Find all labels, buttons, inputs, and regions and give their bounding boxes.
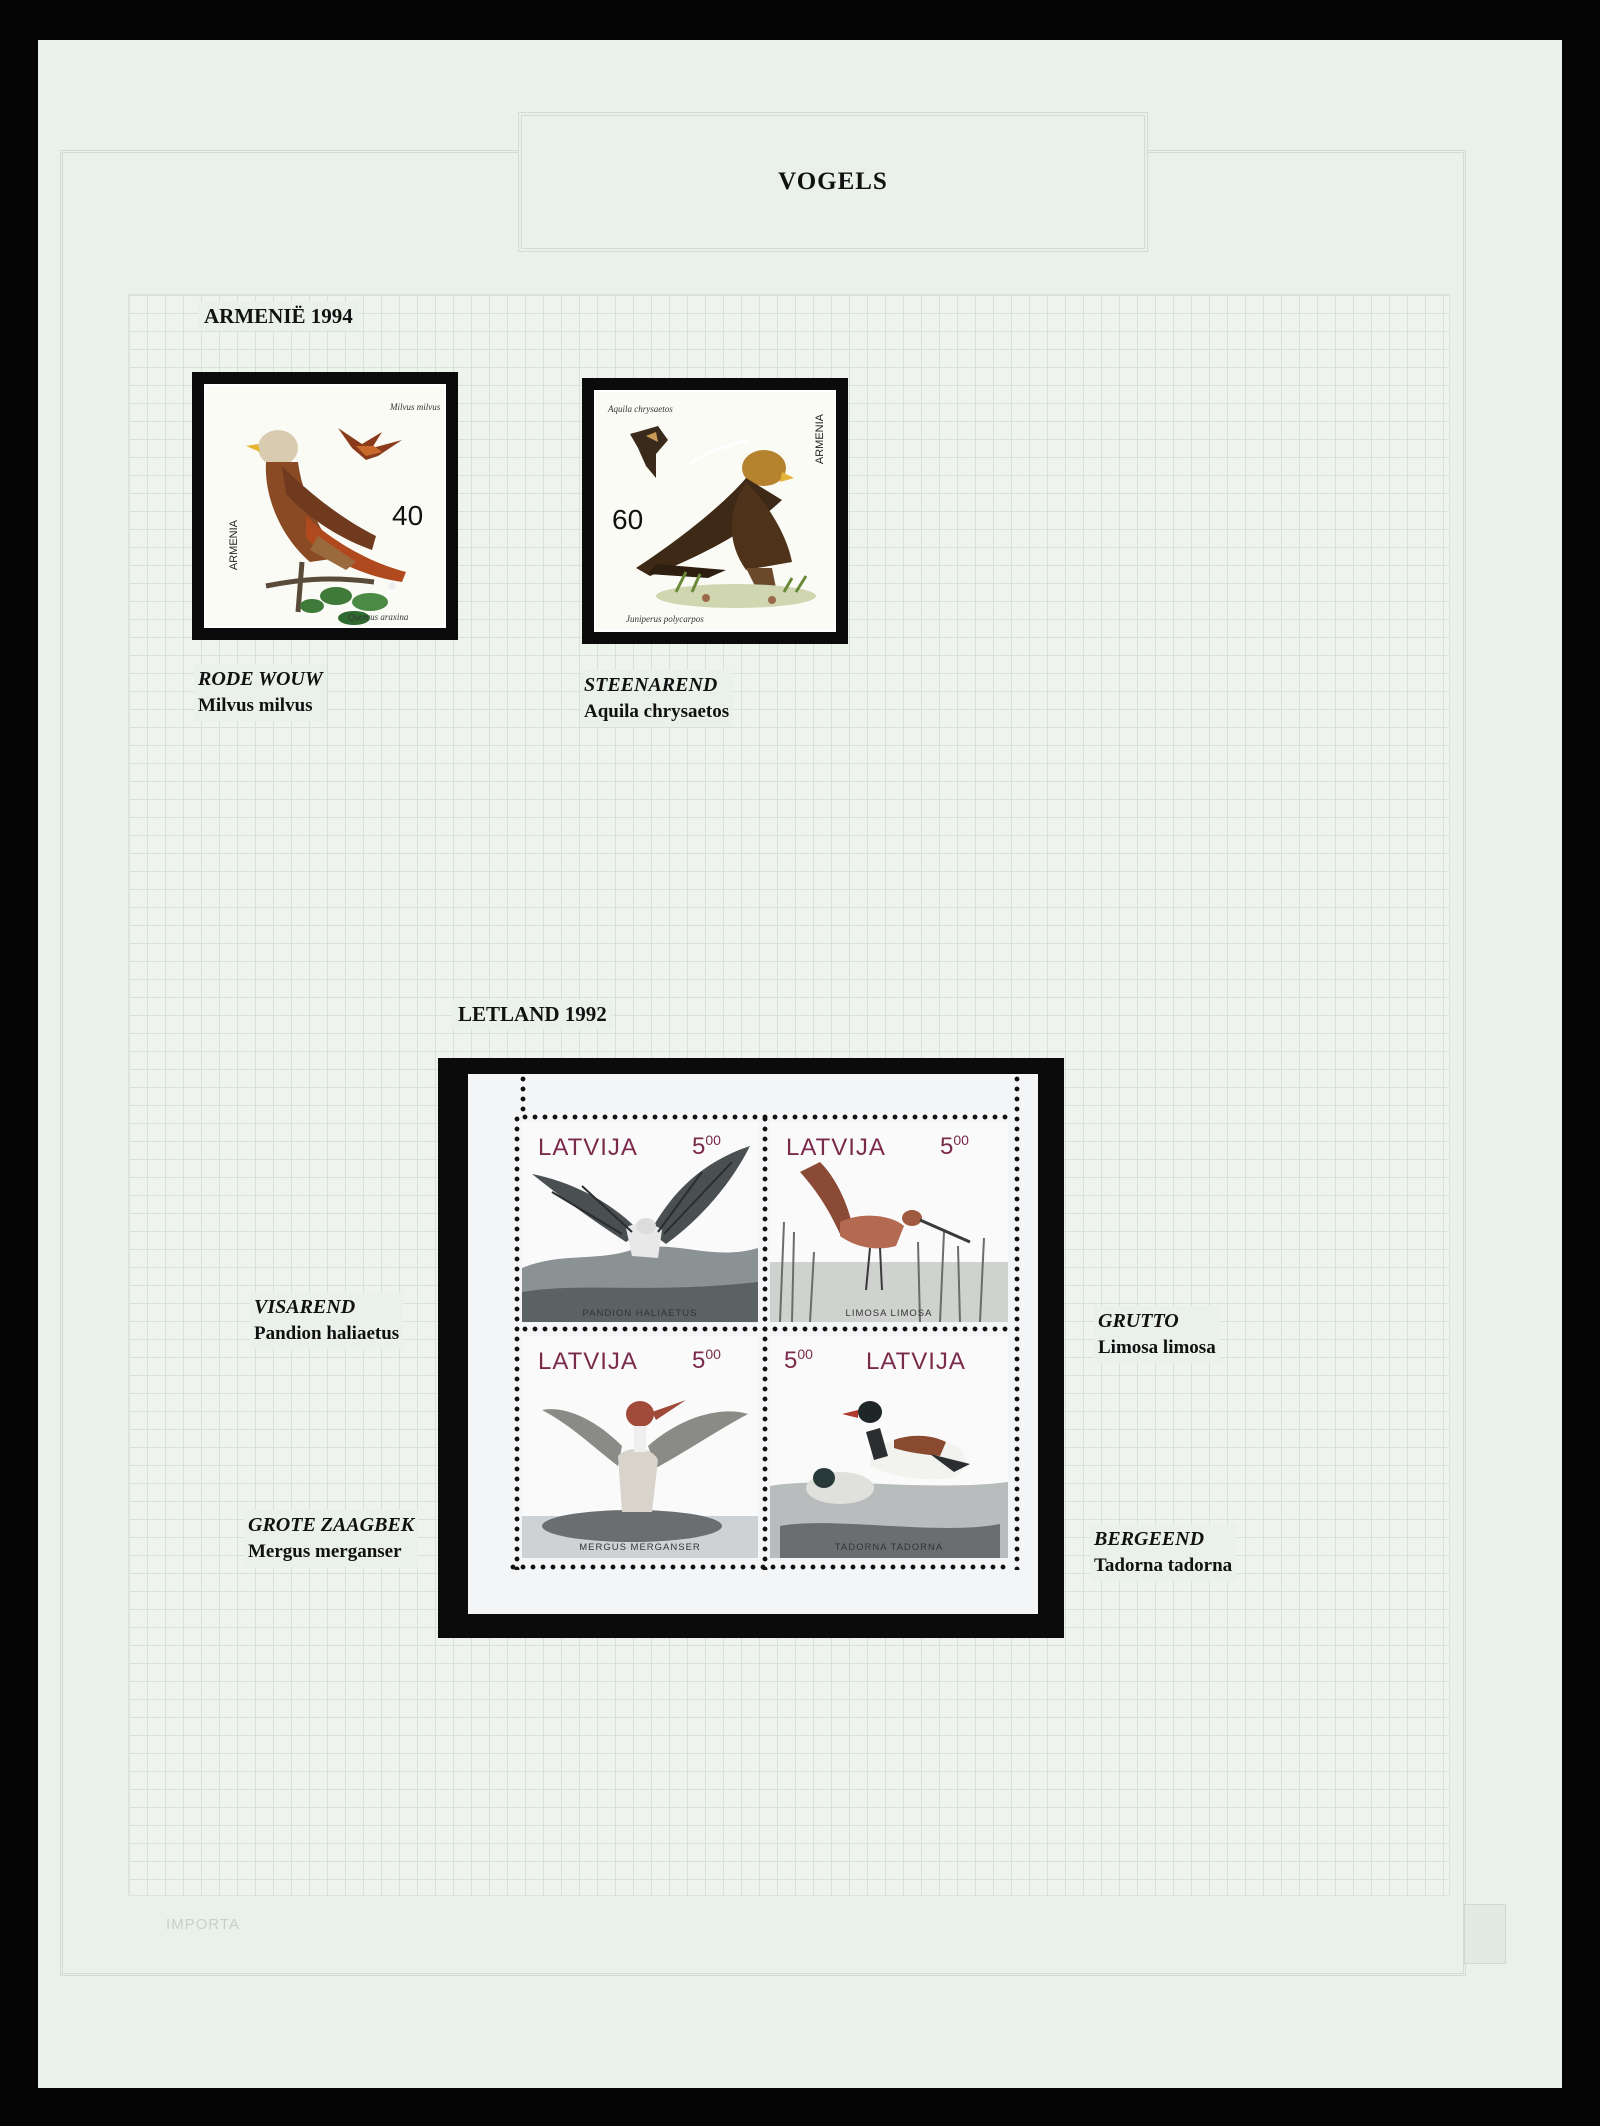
- perforation-right: [1014, 1074, 1020, 1570]
- stamp-plant-label: Quercus araxina: [348, 612, 409, 622]
- section-heading-armenia: ARMENIË 1994: [198, 302, 359, 331]
- section-heading-latvia: LETLAND 1992: [452, 1000, 613, 1029]
- caption-common-name: VISAREND: [254, 1296, 356, 1318]
- caption-latin-name: Milvus milvus: [198, 695, 313, 716]
- caption-common-name: STEENAREND: [584, 674, 718, 696]
- stamp-country: LATVIJA: [538, 1348, 638, 1375]
- caption-common-name: GROTE ZAAGBEK: [248, 1514, 415, 1536]
- stamp-bird-label: Milvus milvus: [390, 402, 441, 412]
- stamp-country: LATVIJA: [538, 1134, 638, 1161]
- stamp-red-kite[interactable]: [206, 386, 444, 626]
- caption-latin-name: Aquila chrysaetos: [584, 701, 730, 722]
- caption-common-name: BERGEEND: [1094, 1528, 1205, 1550]
- caption-shelduck: [1090, 1524, 1236, 1581]
- souvenir-sheet-latvia[interactable]: [468, 1074, 1038, 1614]
- stamp-mount-red-kite: [192, 372, 458, 640]
- page-title: VOGELS: [778, 168, 888, 195]
- caption-godwit: [1094, 1306, 1220, 1363]
- stamp-osprey[interactable]: [522, 1122, 758, 1322]
- stamp-value: 60: [612, 504, 644, 535]
- stamp-latin-name: MERGUS MERGANSER: [579, 1542, 701, 1553]
- stamp-plant-label: Juniperus polycarpos: [626, 614, 704, 624]
- perforation-left-tab: [520, 1074, 526, 1114]
- stamp-country: LATVIJA: [786, 1134, 886, 1161]
- caption-common-name: RODE WOUW: [198, 668, 323, 690]
- title-box: [518, 112, 1148, 252]
- perforation-left: [514, 1114, 520, 1570]
- stamp-value: 40: [392, 500, 424, 531]
- caption-latin-name: Pandion haliaetus: [254, 1323, 400, 1344]
- stamp-value: $5^{00}$: [692, 1346, 721, 1374]
- caption-golden-eagle: [580, 670, 733, 727]
- caption-latin-name: Tadorna tadorna: [1094, 1555, 1233, 1576]
- publisher-logo: [1464, 1904, 1506, 1964]
- stamp-latin-name: LIMOSA LIMOSA: [845, 1308, 933, 1319]
- stamp-shelduck[interactable]: [770, 1336, 1008, 1558]
- stamp-value: $5^{00}$: [940, 1132, 969, 1160]
- caption-red-kite: [194, 664, 327, 721]
- souvenir-sheet-mount: [438, 1058, 1064, 1638]
- caption-goosander: [244, 1510, 418, 1567]
- caption-common-name: GRUTTO: [1098, 1310, 1179, 1332]
- caption-osprey: [250, 1292, 403, 1349]
- stamp-golden-eagle[interactable]: [596, 392, 834, 630]
- stamp-country: ARMENIA: [814, 414, 826, 465]
- caption-latin-name: Limosa limosa: [1098, 1337, 1216, 1358]
- stamp-country: ARMENIA: [228, 520, 240, 571]
- caption-latin-name: Mergus merganser: [248, 1541, 402, 1562]
- perforation-center: [762, 1114, 768, 1570]
- stamp-value: $5^{00}$: [692, 1132, 721, 1160]
- publisher-imprint: IMPORTA: [166, 1916, 240, 1933]
- stamp-godwit[interactable]: [770, 1122, 1008, 1322]
- stamp-latin-name: TADORNA TADORNA: [834, 1542, 944, 1553]
- stamp-mount-golden-eagle: [582, 378, 848, 644]
- stamp-latin-name: PANDION HALIAETUS: [582, 1308, 698, 1319]
- stamp-goosander[interactable]: [522, 1336, 758, 1558]
- stamp-value: $5^{00}$: [784, 1346, 813, 1374]
- stamp-bird-label: Aquila chrysaetos: [608, 404, 673, 414]
- stamp-country: LATVIJA: [866, 1348, 966, 1375]
- perforation-bottom: [508, 1564, 1008, 1570]
